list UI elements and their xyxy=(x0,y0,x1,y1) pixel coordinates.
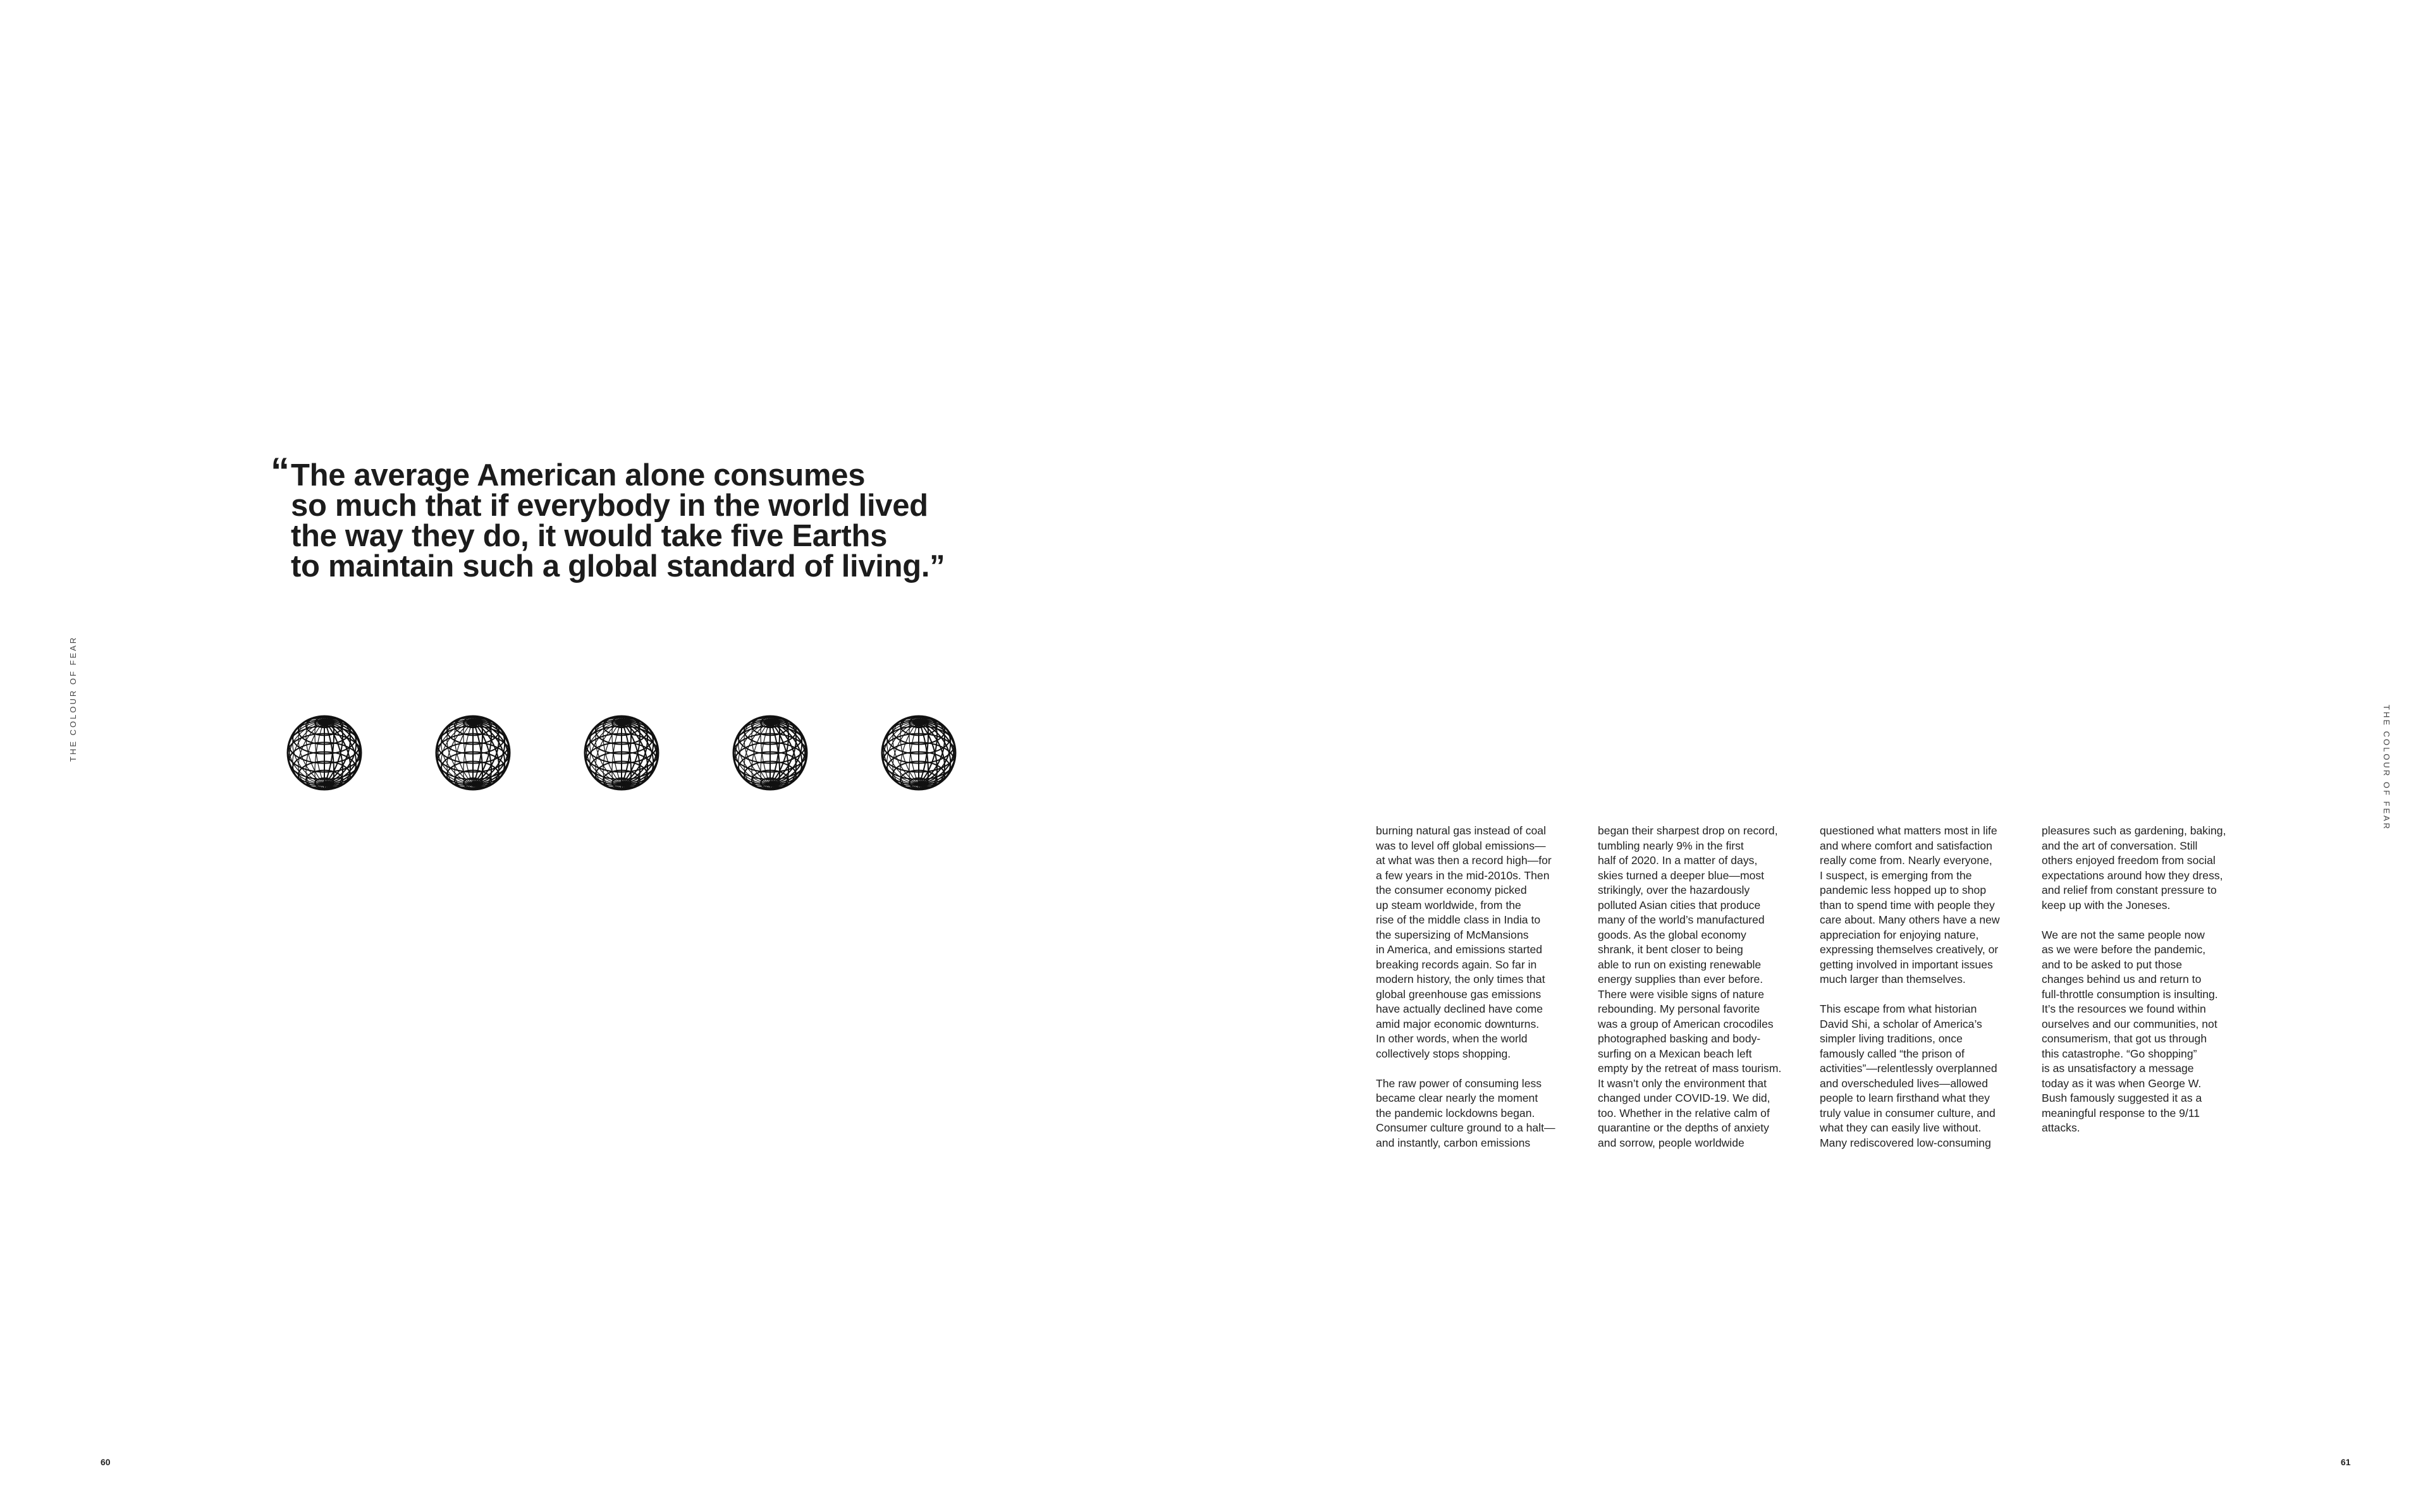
body-text-line: pleasures such as gardening, baking, xyxy=(2042,824,2226,837)
body-text-line: and relief from constant pressure to xyxy=(2042,884,2217,896)
body-text-line: is as unsatisfactory a message xyxy=(2042,1062,2194,1075)
body-text-line: It’s the resources we found within xyxy=(2042,1003,2206,1015)
body-text-line: and where comfort and satisfaction xyxy=(1820,839,1992,852)
body-text-line: Many rediscovered low-consuming xyxy=(1820,1136,1991,1149)
body-text-line: attacks. xyxy=(2042,1121,2080,1134)
body-text-line: questioned what matters most in life xyxy=(1820,824,1997,837)
body-text-line: I suspect, is emerging from the xyxy=(1820,869,1972,882)
body-text-line: collectively stops shopping. xyxy=(1376,1047,1511,1060)
body-text-line: and to be asked to put those xyxy=(2042,958,2183,971)
body-text-line: became clear nearly the moment xyxy=(1376,1092,1538,1104)
body-paragraph xyxy=(1598,824,1806,1150)
body-text-line: people to learn firsthand what they xyxy=(1820,1092,1990,1104)
body-text-line: expectations around how they dress, xyxy=(2042,869,2223,882)
body-text-line: began their sharpest drop on record, xyxy=(1598,824,1778,837)
body-text-line: the pandemic lockdowns began. xyxy=(1376,1106,1535,1119)
body-column-4 xyxy=(2042,824,2250,1150)
body-text-line: too. Whether in the relative calm of xyxy=(1598,1106,1770,1119)
body-text-line: expressing themselves creatively, or xyxy=(1820,943,1999,956)
body-paragraph xyxy=(2042,824,2250,913)
body-text-line: surfing on a Mexican beach left xyxy=(1598,1047,1752,1060)
body-text-line: empty by the retreat of mass tourism. xyxy=(1598,1062,1782,1075)
body-text-line: changed under COVID-19. We did, xyxy=(1598,1092,1770,1104)
body-text-line: than to spend time with people they xyxy=(1820,898,1995,911)
body-paragraph xyxy=(1820,1002,2028,1150)
body-text-line: modern history, the only times that xyxy=(1376,973,1545,985)
pull-quote-text: The average American alone consumes xyxy=(291,458,866,492)
globe-icon xyxy=(732,714,809,791)
body-text-line: meaningful response to the 9/11 xyxy=(2042,1106,2200,1119)
body-text-line: at what was then a record high—for xyxy=(1376,854,1552,867)
body-text-line: today as it was when George W. xyxy=(2042,1076,2202,1090)
body-column-2 xyxy=(1598,824,1806,1166)
body-text-line: This escape from what historian xyxy=(1820,1003,1977,1015)
body-text-line: In other words, when the world xyxy=(1376,1032,1528,1045)
body-text-line: able to run on existing renewable xyxy=(1598,958,1762,971)
globe-icon xyxy=(880,714,957,791)
body-text-line: half of 2020. In a matter of days, xyxy=(1598,854,1758,867)
body-text-line: the consumer economy picked xyxy=(1376,884,1527,896)
pull-quote-line: so much that if everybody in the world lived xyxy=(291,489,928,523)
body-text-line: care about. Many others have a new xyxy=(1820,913,2000,926)
body-text-line: burning natural gas instead of coal xyxy=(1376,824,1546,837)
body-text-line: a few years in the mid-2010s. Then xyxy=(1376,869,1550,882)
body-text-line: tumbling nearly 9% in the first xyxy=(1598,839,1744,852)
body-text-line: rise of the middle class in India to xyxy=(1376,913,1541,926)
body-text-line: David Shi, a scholar of America’s xyxy=(1820,1017,1982,1030)
body-text-line: skies turned a deeper blue—most xyxy=(1598,869,1765,882)
pull-quote xyxy=(271,450,1029,583)
running-head-right: THE COLOUR OF FEAR xyxy=(2382,705,2391,831)
running-head-left: THE COLOUR OF FEAR xyxy=(68,635,78,762)
body-text-line: many of the world’s manufactured xyxy=(1598,913,1765,926)
page-number-left: 60 xyxy=(101,1457,111,1467)
body-text-line: and the art of conversation. Still xyxy=(2042,839,2198,852)
globes-row xyxy=(286,714,956,793)
body-text-line: famously called “the prison of xyxy=(1820,1047,1965,1060)
body-text-line: Consumer culture ground to a halt— xyxy=(1376,1121,1555,1134)
body-text-line: was a group of American crocodiles xyxy=(1598,1017,1774,1030)
body-column-1 xyxy=(1376,824,1585,1166)
body-text-line: appreciation for enjoying nature, xyxy=(1820,928,1979,941)
body-text-line: the supersizing of McMansions xyxy=(1376,928,1529,941)
body-text-line: amid major economic downturns. xyxy=(1376,1017,1540,1030)
body-text-line: have actually declined have come xyxy=(1376,1003,1543,1015)
body-text-line: pandemic less hopped up to shop xyxy=(1820,884,1987,896)
body-paragraph xyxy=(1820,824,2028,987)
body-text-line: getting involved in important issues xyxy=(1820,958,1993,971)
body-text-line: Bush famously suggested it as a xyxy=(2042,1092,2202,1104)
body-text-line: keep up with the Joneses. xyxy=(2042,898,2171,911)
body-text-line: much larger than themselves. xyxy=(1820,973,1966,985)
page-number-right: 61 xyxy=(2341,1457,2351,1467)
body-text-line: goods. As the global economy xyxy=(1598,928,1746,941)
body-text-line: and sorrow, people worldwide xyxy=(1598,1136,1744,1149)
body-column-3 xyxy=(1820,824,2028,1166)
pull-quote-line: to maintain such a global standard of living.” xyxy=(291,549,945,583)
body-text-line: global greenhouse gas emissions xyxy=(1376,987,1542,1001)
body-text-line: was to level off global emissions— xyxy=(1376,839,1546,852)
body-text-line: and overscheduled lives—allowed xyxy=(1820,1076,1989,1090)
body-text-line: strikingly, over the hazardously xyxy=(1598,884,1750,896)
body-text-line: up steam worldwide, from the xyxy=(1376,898,1521,911)
body-text-line: this catastrophe. “Go shopping” xyxy=(2042,1047,2197,1060)
pull-quote-line: the way they do, it would take five Earths xyxy=(291,519,888,553)
body-text-line: The raw power of consuming less xyxy=(1376,1076,1542,1090)
body-text-line: changes behind us and return to xyxy=(2042,973,2202,985)
body-text-line: rebounding. My personal favorite xyxy=(1598,1003,1760,1015)
body-text-line: shrank, it bent closer to being xyxy=(1598,943,1743,956)
body-text-line: consumerism, that got us through xyxy=(2042,1032,2207,1045)
body-text-line: and instantly, carbon emissions xyxy=(1376,1136,1531,1149)
body-text-line: polluted Asian cities that produce xyxy=(1598,898,1761,911)
globe-icon xyxy=(583,714,660,791)
body-text-line: There were visible signs of nature xyxy=(1598,987,1765,1001)
body-text-line: activities”—relentlessly overplanned xyxy=(1820,1062,1997,1075)
globe-icon xyxy=(286,714,363,791)
body-text-line: really come from. Nearly everyone, xyxy=(1820,854,1992,867)
open-quote-mark: “ xyxy=(271,450,290,492)
pull-quote-line xyxy=(271,450,1029,492)
body-text-line: ourselves and our communities, not xyxy=(2042,1017,2217,1030)
globe-icon xyxy=(434,714,512,791)
body-text-line: It wasn’t only the environment that xyxy=(1598,1076,1767,1090)
body-text-line: as we were before the pandemic, xyxy=(2042,943,2206,956)
body-text-line: others enjoyed freedom from social xyxy=(2042,854,2216,867)
body-text-line: We are not the same people now xyxy=(2042,928,2205,941)
body-text-line: simpler living traditions, once xyxy=(1820,1032,1963,1045)
body-text-line: in America, and emissions started xyxy=(1376,943,1543,956)
body-text-line: energy supplies than ever before. xyxy=(1598,973,1763,985)
body-text-line: photographed basking and body- xyxy=(1598,1032,1761,1045)
body-paragraph xyxy=(2042,928,2250,1136)
body-text-line: full-throttle consumption is insulting. xyxy=(2042,987,2218,1001)
body-text-line: breaking records again. So far in xyxy=(1376,958,1537,971)
body-text-line: truly value in consumer culture, and xyxy=(1820,1106,1996,1119)
body-text-line: quarantine or the depths of anxiety xyxy=(1598,1121,1769,1134)
body-text-line: what they can easily live without. xyxy=(1820,1121,1982,1134)
body-paragraph xyxy=(1376,1076,1585,1151)
body-paragraph xyxy=(1376,824,1585,1061)
